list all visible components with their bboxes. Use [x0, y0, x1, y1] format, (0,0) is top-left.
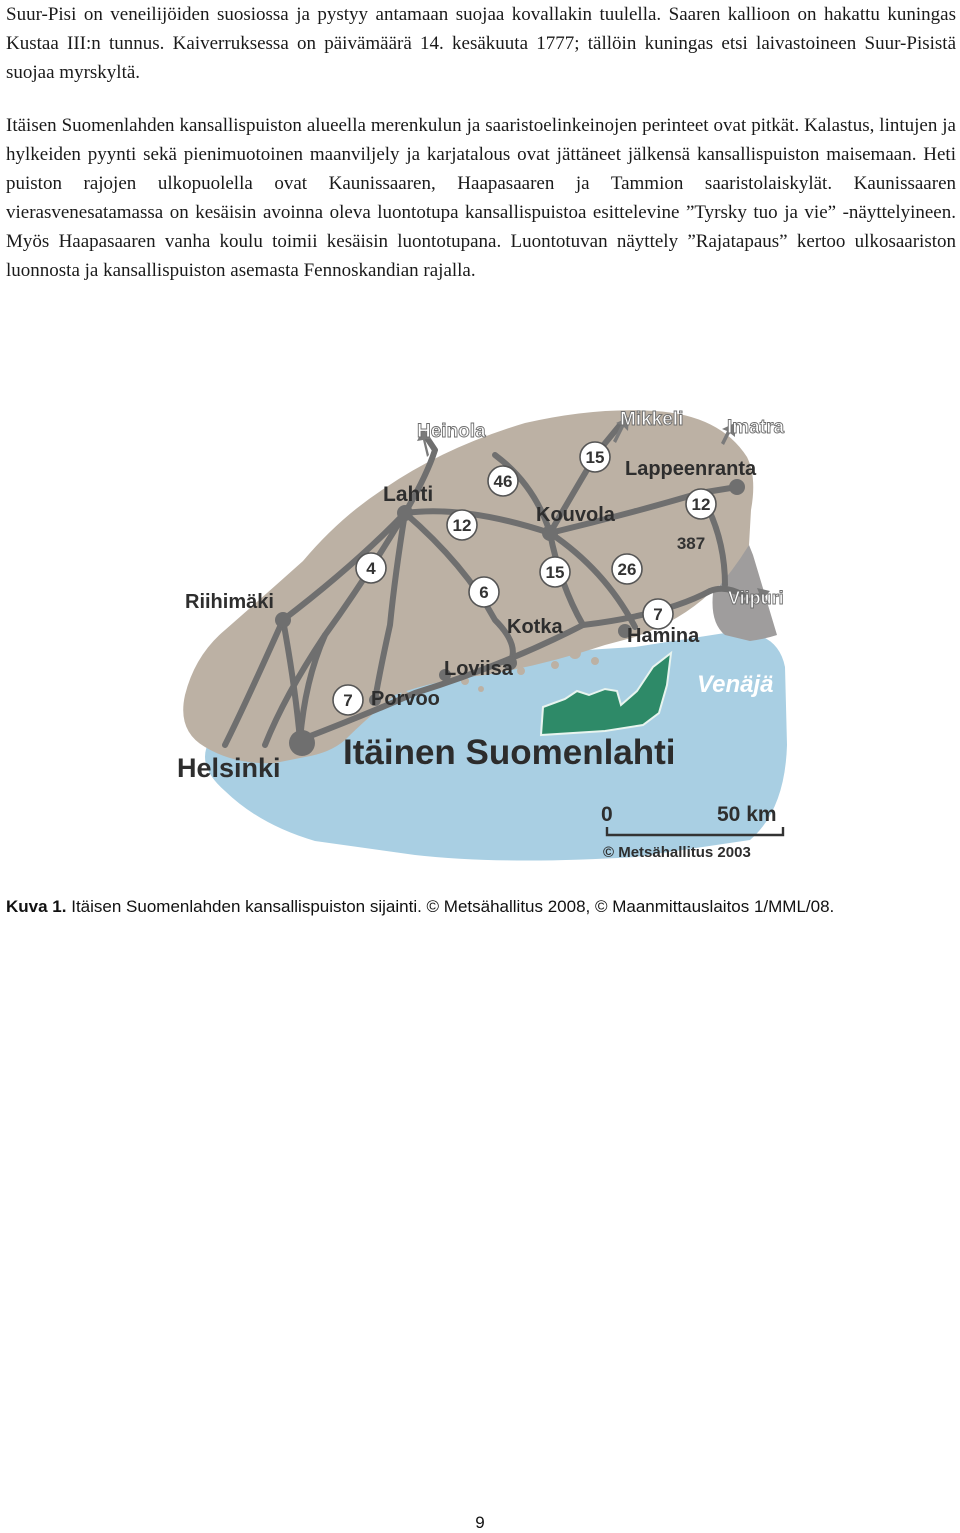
label-loviisa: Loviisa: [444, 658, 513, 680]
road-number-15-north: 15: [585, 448, 605, 467]
label-hamina: Hamina: [627, 625, 700, 647]
label-porvoo: Porvoo: [371, 688, 440, 710]
label-riihimaki: Riihimäki: [185, 591, 274, 613]
label-kouvola: Kouvola: [536, 504, 615, 526]
label-imatra: Imatra: [727, 417, 785, 438]
road-number-7-east: 7: [653, 605, 663, 624]
road-number-26: 26: [617, 560, 637, 579]
road-number-15-south: 15: [545, 563, 565, 582]
label-lappeenranta: Lappeenranta: [625, 458, 757, 480]
label-kotka: Kotka: [507, 616, 563, 638]
body-paragraph-2: Itäisen Suomenlahden kansallispuiston alueella merenkulun ja saaristoelinkeinojen perinteet ovat pitkät. Kalastus, lintujen ja hylkeiden pyynti sekä pienimuotoinen maanviljely ja karjatalous ovat jättäneet jälkensä kansallispuiston maisemaan. Heti puiston rajojen ulkopuolella ovat Kaunissaaren, Haapasaaren ja Tammion saaristolaiskylät. Kaunissaaren vierasvenesatamassa on kesäisin avoinna oleva luontotupa kansallispuistoa esittelevine ”Tyrsky tuo ja vie” -näyttelyineen. Myös Haapasaaren vanha koulu toimii kesäisin luontotupana. Luontotuvan näyttely ”Rajatapaus” kertoo ulkosaariston luonnosta ja kansallispuiston asemasta Fennoskandian rajalla.: [6, 115, 956, 281]
caption-text: Itäisen Suomenlahden kansallispuiston sijainti. © Metsähallitus 2008, © Maanmittauslaitos 1/MML/08.: [71, 897, 835, 916]
label-heinola: Heinola: [417, 421, 486, 442]
label-venaja: Venäjä: [697, 671, 774, 698]
road-number-4: 4: [366, 559, 376, 578]
map-svg: [165, 395, 805, 875]
figure-caption: [6, 897, 956, 917]
map-title: Itäinen Suomenlahti: [343, 733, 676, 772]
location-map: [165, 395, 805, 875]
road-number-7-west: 7: [343, 691, 353, 710]
road-number-12-east: 12: [691, 495, 711, 514]
label-helsinki: Helsinki: [177, 753, 281, 783]
label-lahti: Lahti: [383, 483, 434, 506]
scale-zero: 0: [601, 803, 613, 826]
scale-end: 50 km: [717, 803, 777, 826]
road-number-387: 387: [676, 534, 706, 553]
label-mikkeli: Mikkeli: [620, 409, 684, 430]
caption-label: Kuva 1.: [6, 897, 67, 916]
road-number-12-west: 12: [452, 516, 472, 535]
road-number-46: 46: [493, 472, 513, 491]
road-number-6: 6: [479, 583, 489, 602]
body-paragraph-1: Suur-Pisi on veneilijöiden suosiossa ja pystyy antamaan suojaa kovallakin tuulella. Saaren kallioon on hakattu kuningas Kustaa III:n tunnus. Kaiverruksessa on päivämäärä 14. kesäkuuta 1777; tällöin kuningas etsi laivastoineen Suur-Pisistä suojaa myrskyltä.: [6, 4, 956, 83]
page-number: 9: [475, 1513, 485, 1532]
map-copyright: © Metsähallitus 2003: [603, 844, 751, 861]
label-viipuri: Viipuri: [728, 588, 784, 608]
